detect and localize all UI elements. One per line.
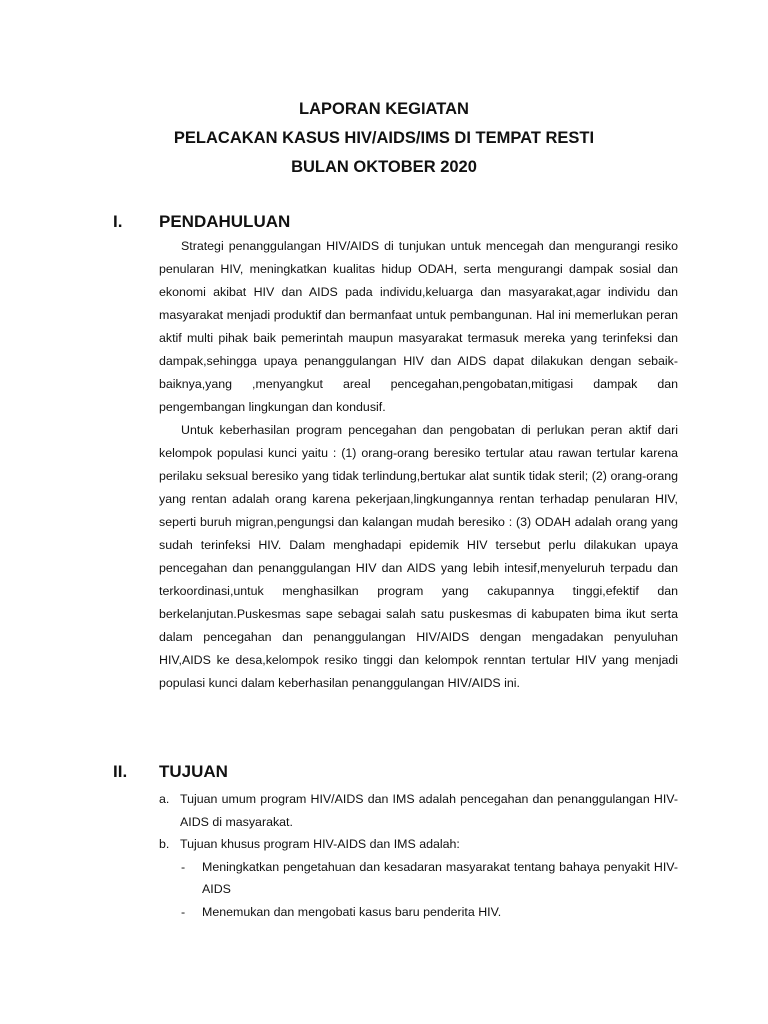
section-title: TUJUAN	[159, 762, 228, 781]
paragraph: Untuk keberhasilan program pencegahan dan pengobatan di perlukan peran aktif dari kelompok populasi kunci yaitu : (1) orang-orang beresiko tertular atau rawan tertular karena perilaku seksual beresiko yang tidak terlindung,bertukar alat suntik tidak steril; (2) orang-orang yang rentan adalah orang karena pekerjaan,lingkungannya rentan terhadap penularan HIV, seperti buruh migran,pengungsi dan kalangan mudah beresiko : (3) ODAH adalah orang yang sudah terinfeksi HIV. Dalam menghadapi epidemik HIV tersebut perlu dilakukan upaya pencegahan dan penanggulangan HIV dan AIDS yang lebih intesif,menyeluruh terpadu dan terkoordinasi,untuk menghasilkan program yang cakupannya tinggi,efektif dan berkelanjutan.Puskesmas sape sebagai salah satu puskesmas di kabupaten bima ikut serta dalam pencegahan dan penanggulangan HIV/AIDS dengan mengadakan penyuluhan HIV,AIDS ke desa,kelompok resiko tinggi dan kelompok renntan tertular HIV yang menjadi populasi kunci dalam keberhasilan penanggulangan HIV/AIDS ini.	[159, 423, 678, 690]
list-marker: -	[181, 904, 186, 919]
list-marker: b.	[159, 837, 170, 851]
objectives-list	[159, 788, 678, 923]
section-number: I.	[113, 212, 123, 231]
list-item	[159, 833, 678, 856]
list-item-text: Meningkatkan pengetahuan dan kesadaran masyarakat tentang bahaya penyakit HIV-AIDS	[202, 859, 678, 896]
title-line-3: BULAN OKTOBER 2020	[291, 158, 477, 176]
title-line-2: PELACAKAN KASUS HIV/AIDS/IMS DI TEMPAT RESTI	[173, 129, 595, 147]
list-item-text: Tujuan khusus program HIV-AIDS dan IMS adalah:	[180, 837, 460, 851]
section-title: PENDAHULUAN	[159, 212, 291, 231]
title-line-1: LAPORAN KEGIATAN	[299, 100, 469, 118]
list-marker: a.	[159, 792, 170, 806]
list-marker: -	[181, 859, 186, 874]
sub-list-item	[159, 856, 678, 901]
section-number: II.	[113, 762, 128, 781]
paragraph: Strategi penanggulangan HIV/AIDS di tunjukan untuk mencegah dan mengurangi resiko penularan HIV, meningkatkan kualitas hidup ODAH, serta mengurangi dampak sosial dan ekonomi akibat HIV dan AIDS pada individu,keluarga dan masyarakat,agar individu dan masyarakat menjadi produktif dan bermanfaat untuk pembangunan. Hal ini memerlukan peran aktif multi pihak baik pemerintah maupun masyarakat termasuk mereka yang terinfeksi dan dampak,sehingga upaya penanggulangan HIV dan AIDS dapat dilakukan dengan sebaik-baiknya,yang ,menyangkut areal pencegahan,pengobatan,mitigasi dampak dan pengembangan lingkungan dan kondusif.	[159, 239, 678, 414]
list-item-text: Tujuan umum program HIV/AIDS dan IMS adalah pencegahan dan penanggulangan HIV-AIDS di masyarakat.	[180, 792, 678, 829]
section-body-pendahuluan	[159, 235, 678, 695]
list-item	[159, 788, 678, 833]
document-title	[0, 95, 768, 182]
list-item-text: Menemukan dan mengobati kasus baru penderita HIV.	[202, 904, 502, 919]
sub-list-item	[159, 901, 678, 924]
